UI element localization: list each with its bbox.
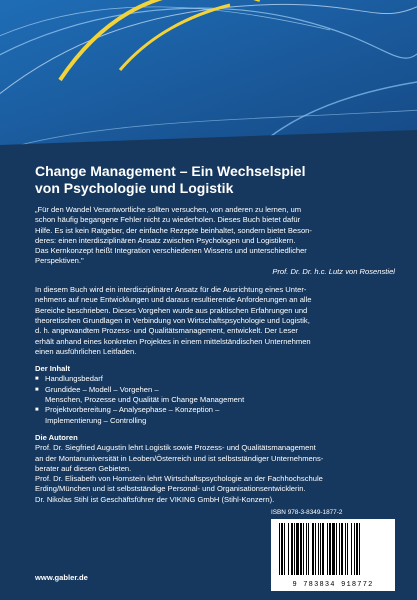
contents-list <box>35 374 395 425</box>
barcode-bar <box>345 523 346 575</box>
barcode-bar <box>318 523 319 575</box>
contents-item-line: Implementierung – Controlling <box>45 415 147 425</box>
quote-author: Prof. Dr. Dr. h.c. Lutz von Rosenstiel <box>272 266 395 276</box>
barcode-bar <box>300 523 302 575</box>
description-line: einen ausführlichen Leitfaden. <box>35 346 137 356</box>
quote-line: Das Kernkonzept heißt Integration verschiedenen Wissens und unterschiedlicher <box>35 246 307 256</box>
barcode-bar <box>296 523 299 575</box>
quote-line: deres: einen interdisziplinären Ansatz zwischen Psychologen und Logistikern. <box>35 235 296 245</box>
endorsement-quote <box>35 205 395 267</box>
barcode-bar <box>336 523 337 575</box>
isbn-number: ISBN 978-3-8349-1877-2 <box>271 509 343 516</box>
barcode-bar <box>306 523 307 575</box>
barcode-bar <box>320 523 321 575</box>
barcode-bars <box>277 523 389 575</box>
barcode-bar <box>281 523 283 575</box>
barcode-bar <box>332 523 335 575</box>
contents-item <box>35 385 395 406</box>
barcode-bar <box>356 523 358 575</box>
contents-heading: Der Inhalt <box>35 364 71 374</box>
quote-line: Hilfe. Es ist kein Ratgeber, der einfache Rezepte beinhaltet, sondern bietet Beson- <box>35 225 312 235</box>
barcode-bar <box>291 523 293 575</box>
authors-section <box>35 433 395 505</box>
authors-line: berater auf diesen Gebieten. <box>35 463 132 473</box>
quote-line: „Für den Wandel Verantwortliche sollten versuchen, von anderen zu lernen, um <box>35 205 302 214</box>
barcode <box>271 519 395 591</box>
barcode-bar <box>308 523 309 575</box>
book-description <box>35 285 395 357</box>
barcode-bar <box>327 523 328 575</box>
barcode-bar <box>322 523 324 575</box>
description-line: erhält anhand eines konkreten Projektes in einem mittelständischen Unternehmen <box>35 336 311 346</box>
description-line: In diesem Buch wird ein interdisziplinärer Ansatz für die Ausrichtung eines Unter- <box>35 285 307 295</box>
barcode-digits: 9 783834 918772 <box>292 581 374 589</box>
barcode-bar <box>294 523 295 575</box>
barcode-bar <box>315 523 316 575</box>
authors-line: Prof. Dr. Siegfried Augustin lehrt Logistik sowie Prozess- und Qualitätsmanagement <box>35 443 316 453</box>
authors-line: an der Montanuniversität in Leoben/Österreich und ist selbstständiger Unternehmens- <box>35 453 324 463</box>
barcode-bar <box>347 523 348 575</box>
authors-heading: Die Autoren <box>35 432 78 442</box>
book-title-line: Change Management – Ein Wechselspiel <box>35 163 306 179</box>
contents-item <box>35 405 395 426</box>
barcode-bar <box>351 523 352 575</box>
description-line: theoretischen Grundlagen in Verbindung von Wirtschaftspsychologie und Logistik, <box>35 315 310 325</box>
authors-line: Prof. Dr. Elisabeth von Hornstein lehrt Wirtschaftspsychologie an der Fachhochschule <box>35 474 323 484</box>
book-title-line: von Psychologie und Logistik <box>35 180 234 196</box>
barcode-bar <box>339 523 340 575</box>
authors-line: Dr. Nikolas Stihl ist Geschäftsführer der VIKING GmbH (Stihl-Konzern). <box>35 494 275 504</box>
publisher-url: www.gabler.de <box>35 573 88 582</box>
barcode-bar <box>312 523 314 575</box>
contents-item-line: ■ Projektvorbereitung – Analysephase – Konzeption – <box>45 405 220 415</box>
quote-line: Perspektiven." <box>35 256 84 266</box>
barcode-bar <box>354 523 355 575</box>
swoosh-graphic <box>0 0 417 145</box>
description-line: d. h. angewandtem Prozess- und Qualitätsmanagement, entwickelt. Der Leser <box>35 326 298 336</box>
barcode-bar <box>279 523 280 575</box>
contents-item-line: ■ Grundidee – Modell – Vorgehen – <box>45 384 159 394</box>
cover-text-block <box>35 163 395 505</box>
barcode-bar <box>329 523 331 575</box>
barcode-bar <box>284 523 285 575</box>
authors-line: Erding/München und ist selbstständige Personal- und Organisationsentwicklerin. <box>35 484 306 494</box>
quote-line: schon häufig begangene Fehler nicht zu wiederholen. Dieses Buch bietet dafür <box>35 215 301 225</box>
contents-item-line: Menschen, Prozesse und Qualität im Change Management <box>45 395 245 405</box>
contents-item-line: ■ Handlungsbedarf <box>45 374 103 384</box>
barcode-bar <box>288 523 289 575</box>
barcode-bar <box>303 523 304 575</box>
contents-item <box>35 374 395 384</box>
isbn-block <box>271 509 401 591</box>
book-title <box>35 163 395 197</box>
cover-artwork <box>0 0 417 145</box>
barcode-bar <box>359 523 360 575</box>
description-line: nehmens auf neue Entwicklungen und daraus resultierende Anforderungen an alle <box>35 295 312 305</box>
description-line: Bereiche beschrieben. Dieses Vorgehen wurde aus praktischen Erfahrungen und <box>35 305 308 315</box>
barcode-bar <box>341 523 343 575</box>
